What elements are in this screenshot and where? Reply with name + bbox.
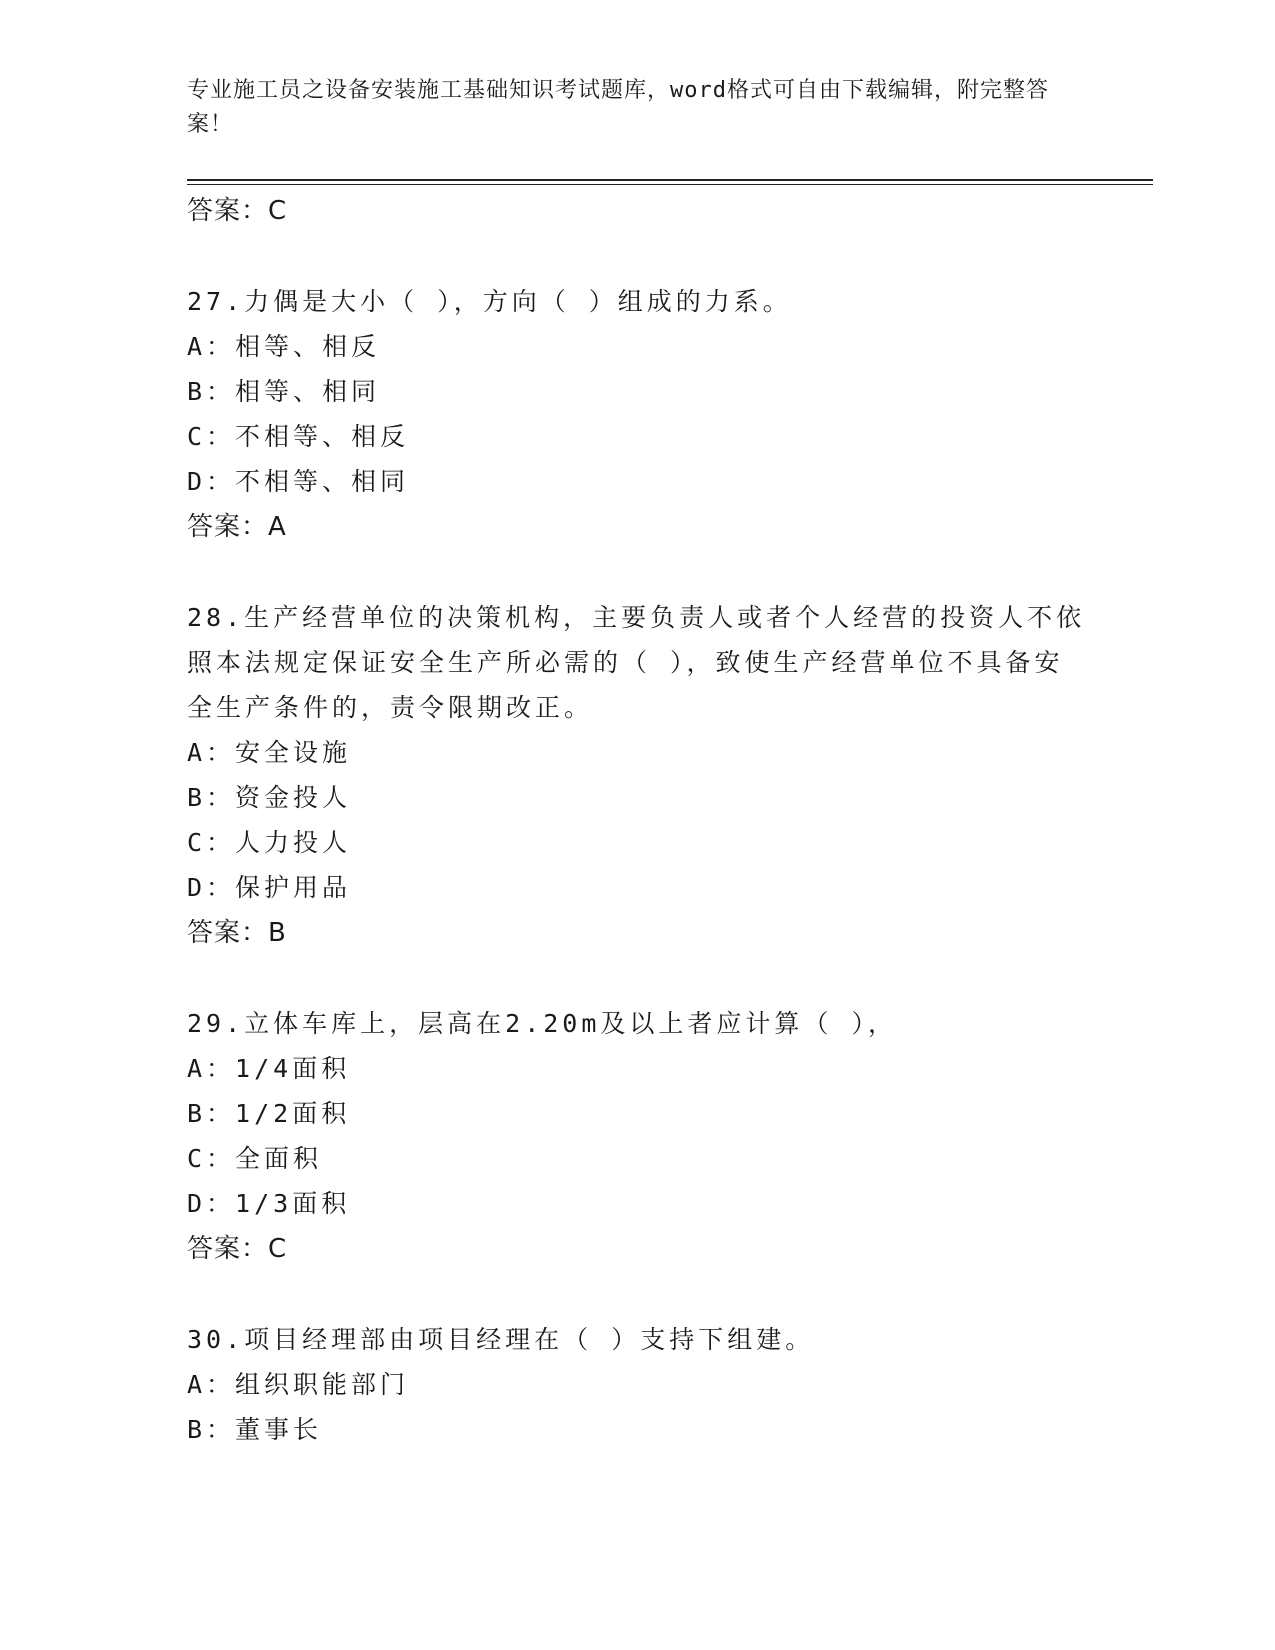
question-text: 28.生产经营单位的决策机构，主要负责人或者个人经营的投资人不依照本法规定保证安全生产所必需的（ ），致使生产经营单位不具备安全生产条件的，责令限期改正。 <box>187 603 1086 722</box>
question-list <box>187 188 1087 1452</box>
answer-line: 答案：C <box>187 196 288 226</box>
option-b: B：相等、相同 <box>187 377 381 406</box>
option-d: D：不相等、相同 <box>187 467 410 496</box>
option-a: A：相等、相反 <box>187 332 381 361</box>
option-c: C：人力投人 <box>187 828 352 857</box>
option-a: A：安全设施 <box>187 738 352 767</box>
answer-line: 答案：C <box>187 1234 288 1264</box>
question-27 <box>187 279 1087 550</box>
option-c: C：全面积 <box>187 1144 323 1173</box>
question-text: 29.立体车库上，层高在2.20m及以上者应计算（ ）， <box>187 1009 897 1038</box>
question-29 <box>187 1001 1087 1272</box>
header-divider <box>187 179 1153 181</box>
document-header: 专业施工员之设备安装施工基础知识考试题库，word格式可自由下载编辑，附完整答案！ <box>187 78 1049 137</box>
option-d: D：保护用品 <box>187 873 352 902</box>
option-d: D：1/3面积 <box>187 1189 351 1218</box>
option-a: A：1/4面积 <box>187 1054 351 1083</box>
option-c: C：不相等、相反 <box>187 422 410 451</box>
answer-line: 答案：B <box>187 918 287 948</box>
answer-line: 答案：A <box>187 512 287 542</box>
question-30 <box>187 1317 1087 1452</box>
question-text: 27.力偶是大小（ ），方向（ ）组成的力系。 <box>187 287 792 316</box>
header-divider-thin <box>187 184 1153 185</box>
question-28 <box>187 595 1087 956</box>
question-text: 30.项目经理部由项目经理在（ ）支持下组建。 <box>187 1325 815 1354</box>
option-a: A：组织职能部门 <box>187 1370 410 1399</box>
option-b: B：资金投人 <box>187 783 352 812</box>
option-b: B：董事长 <box>187 1415 323 1444</box>
option-b: B：1/2面积 <box>187 1099 351 1128</box>
